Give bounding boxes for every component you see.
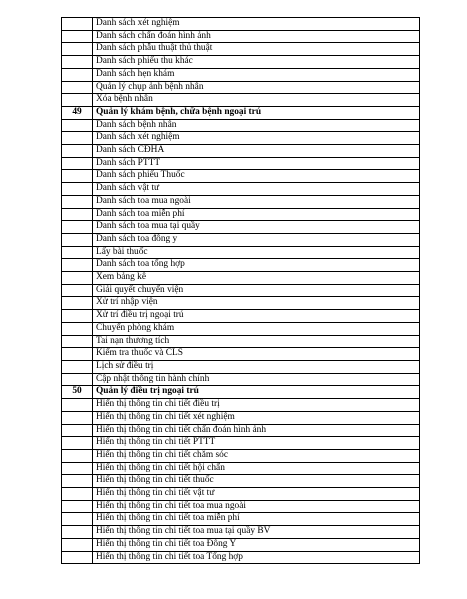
- row-number-cell: [62, 132, 93, 145]
- function-name-cell: Danh sách toa tổng hợp: [93, 259, 420, 272]
- table-row: [62, 475, 420, 488]
- row-number-cell: [62, 195, 93, 208]
- row-number-cell: [62, 68, 93, 81]
- row-number-cell: [62, 145, 93, 158]
- table-row: [62, 81, 420, 94]
- row-number-cell: [62, 424, 93, 437]
- table-row: [62, 526, 420, 539]
- table-row: [62, 272, 420, 285]
- function-name-cell: Danh sách vật tư: [93, 183, 420, 196]
- table-row: [62, 500, 420, 513]
- function-name-cell: Hiển thị thông tin chi tiết điều trị: [93, 399, 420, 412]
- row-number-cell: [62, 233, 93, 246]
- function-name-cell: Hiển thị thông tin chi tiết chăm sóc: [93, 449, 420, 462]
- table-row: [62, 297, 420, 310]
- function-name-cell: Danh sách toa mua tại quầy: [93, 221, 420, 234]
- function-name-cell: Hiển thị thông tin chi tiết vật tư: [93, 488, 420, 501]
- table-row: [62, 132, 420, 145]
- table-row: [62, 462, 420, 475]
- function-name-cell: Danh sách phiếu thu khác: [93, 56, 420, 69]
- function-name-cell: Danh sách toa mua ngoài: [93, 195, 420, 208]
- row-number-cell: [62, 43, 93, 56]
- function-name-cell: Danh sách xét nghiệm: [93, 132, 420, 145]
- function-name-cell: Hiển thị thông tin chi tiết toa mua tại quầy BV: [93, 526, 420, 539]
- table-row: [62, 437, 420, 450]
- row-number-cell: [62, 246, 93, 259]
- row-number-cell: [62, 360, 93, 373]
- function-name-cell: Hiển thị thông tin chi tiết xét nghiệm: [93, 411, 420, 424]
- table-row: [62, 335, 420, 348]
- function-name-cell: Hiển thị thông tin chi tiết toa Đông Y: [93, 538, 420, 551]
- row-number-cell: [62, 348, 93, 361]
- function-name-cell: Tai nạn thương tích: [93, 335, 420, 348]
- row-number-cell: [62, 475, 93, 488]
- function-name-cell: Lịch sử điều trị: [93, 360, 420, 373]
- row-number-cell: [62, 437, 93, 450]
- table-row: [62, 513, 420, 526]
- section-title-cell: Quản lý điều trị ngoại trú: [93, 386, 420, 399]
- row-number-cell: [62, 157, 93, 170]
- row-number-cell: [62, 297, 93, 310]
- row-number-cell: [62, 18, 93, 31]
- function-name-cell: Danh sách chẩn đoán hình ảnh: [93, 30, 420, 43]
- function-name-cell: Danh sách toa đông y: [93, 233, 420, 246]
- row-number-cell: [62, 513, 93, 526]
- table-row: [62, 449, 420, 462]
- section-row: [62, 106, 420, 119]
- row-number-cell: [62, 259, 93, 272]
- function-name-cell: Hiển thị thông tin chi tiết chẩn đoán hình ảnh: [93, 424, 420, 437]
- table-row: [62, 195, 420, 208]
- row-number-cell: [62, 81, 93, 94]
- section-row: [62, 386, 420, 399]
- row-number-cell: [62, 411, 93, 424]
- table-row: [62, 94, 420, 107]
- row-number-cell: [62, 272, 93, 285]
- row-number-cell: [62, 335, 93, 348]
- row-number-cell: [62, 488, 93, 501]
- row-number-cell: [62, 221, 93, 234]
- table-row: [62, 424, 420, 437]
- table-row: [62, 183, 420, 196]
- row-number-cell: [62, 94, 93, 107]
- table-row: [62, 170, 420, 183]
- table-row: [62, 56, 420, 69]
- function-name-cell: Danh sách PTTT: [93, 157, 420, 170]
- table-row: [62, 145, 420, 158]
- table-row: [62, 538, 420, 551]
- table-row: [62, 322, 420, 335]
- table-row: [62, 259, 420, 272]
- row-number-cell: [62, 208, 93, 221]
- row-number-cell: [62, 310, 93, 323]
- row-number-cell: [62, 449, 93, 462]
- table-row: [62, 233, 420, 246]
- row-number-cell: [62, 170, 93, 183]
- function-name-cell: Giải quyết chuyển viện: [93, 284, 420, 297]
- table-row: [62, 119, 420, 132]
- table-row: [62, 373, 420, 386]
- table-row: [62, 157, 420, 170]
- table-row: [62, 284, 420, 297]
- function-name-cell: Xử trí điều trị ngoại trú: [93, 310, 420, 323]
- row-number-cell: [62, 551, 93, 564]
- function-name-cell: Hiển thị thông tin chi tiết PTTT: [93, 437, 420, 450]
- row-number-cell: [62, 526, 93, 539]
- function-name-cell: Danh sách phẫu thuật thủ thuật: [93, 43, 420, 56]
- row-number-cell: [62, 119, 93, 132]
- feature-list-table: [61, 17, 420, 564]
- function-name-cell: Quản lý chụp ảnh bệnh nhân: [93, 81, 420, 94]
- row-number-cell: [62, 56, 93, 69]
- table-row: [62, 551, 420, 564]
- function-name-cell: Hiển thị thông tin chi tiết toa Tổng hợp: [93, 551, 420, 564]
- function-name-cell: Xử trí nhập viện: [93, 297, 420, 310]
- function-name-cell: Lấy bài thuốc: [93, 246, 420, 259]
- section-title-cell: Quản lý khám bệnh, chữa bệnh ngoại trú: [93, 106, 420, 119]
- function-name-cell: Danh sách toa miễn phí: [93, 208, 420, 221]
- function-name-cell: Chuyển phòng khám: [93, 322, 420, 335]
- row-number-cell: [62, 284, 93, 297]
- function-name-cell: Hiển thị thông tin chi tiết toa miễn phí: [93, 513, 420, 526]
- table-row: [62, 221, 420, 234]
- table-row: [62, 68, 420, 81]
- table-row: [62, 30, 420, 43]
- row-number-cell: [62, 500, 93, 513]
- row-number-cell: [62, 538, 93, 551]
- function-name-cell: Xóa bệnh nhân: [93, 94, 420, 107]
- row-number-cell: 50: [62, 386, 93, 399]
- function-name-cell: Danh sách bệnh nhân: [93, 119, 420, 132]
- function-name-cell: Danh sách CĐHA: [93, 145, 420, 158]
- function-name-cell: Cập nhật thông tin hành chính: [93, 373, 420, 386]
- table-row: [62, 43, 420, 56]
- function-name-cell: Danh sách xét nghiệm: [93, 18, 420, 31]
- function-name-cell: Xem bảng kê: [93, 272, 420, 285]
- table-row: [62, 208, 420, 221]
- row-number-cell: [62, 322, 93, 335]
- table-row: [62, 348, 420, 361]
- row-number-cell: [62, 373, 93, 386]
- function-name-cell: Danh sách phiếu Thuốc: [93, 170, 420, 183]
- row-number-cell: [62, 462, 93, 475]
- function-name-cell: Hiển thị thông tin chi tiết thuốc: [93, 475, 420, 488]
- row-number-cell: 49: [62, 106, 93, 119]
- function-name-cell: Kiểm tra thuốc và CLS: [93, 348, 420, 361]
- table-row: [62, 246, 420, 259]
- table-body: [62, 18, 420, 564]
- function-name-cell: Hiển thị thông tin chi tiết hội chẩn: [93, 462, 420, 475]
- row-number-cell: [62, 399, 93, 412]
- table-row: [62, 310, 420, 323]
- function-name-cell: Danh sách hẹn khám: [93, 68, 420, 81]
- table-row: [62, 399, 420, 412]
- table-row: [62, 488, 420, 501]
- row-number-cell: [62, 30, 93, 43]
- table-row: [62, 411, 420, 424]
- table-row: [62, 18, 420, 31]
- table-row: [62, 360, 420, 373]
- function-name-cell: Hiển thị thông tin chi tiết toa mua ngoài: [93, 500, 420, 513]
- row-number-cell: [62, 183, 93, 196]
